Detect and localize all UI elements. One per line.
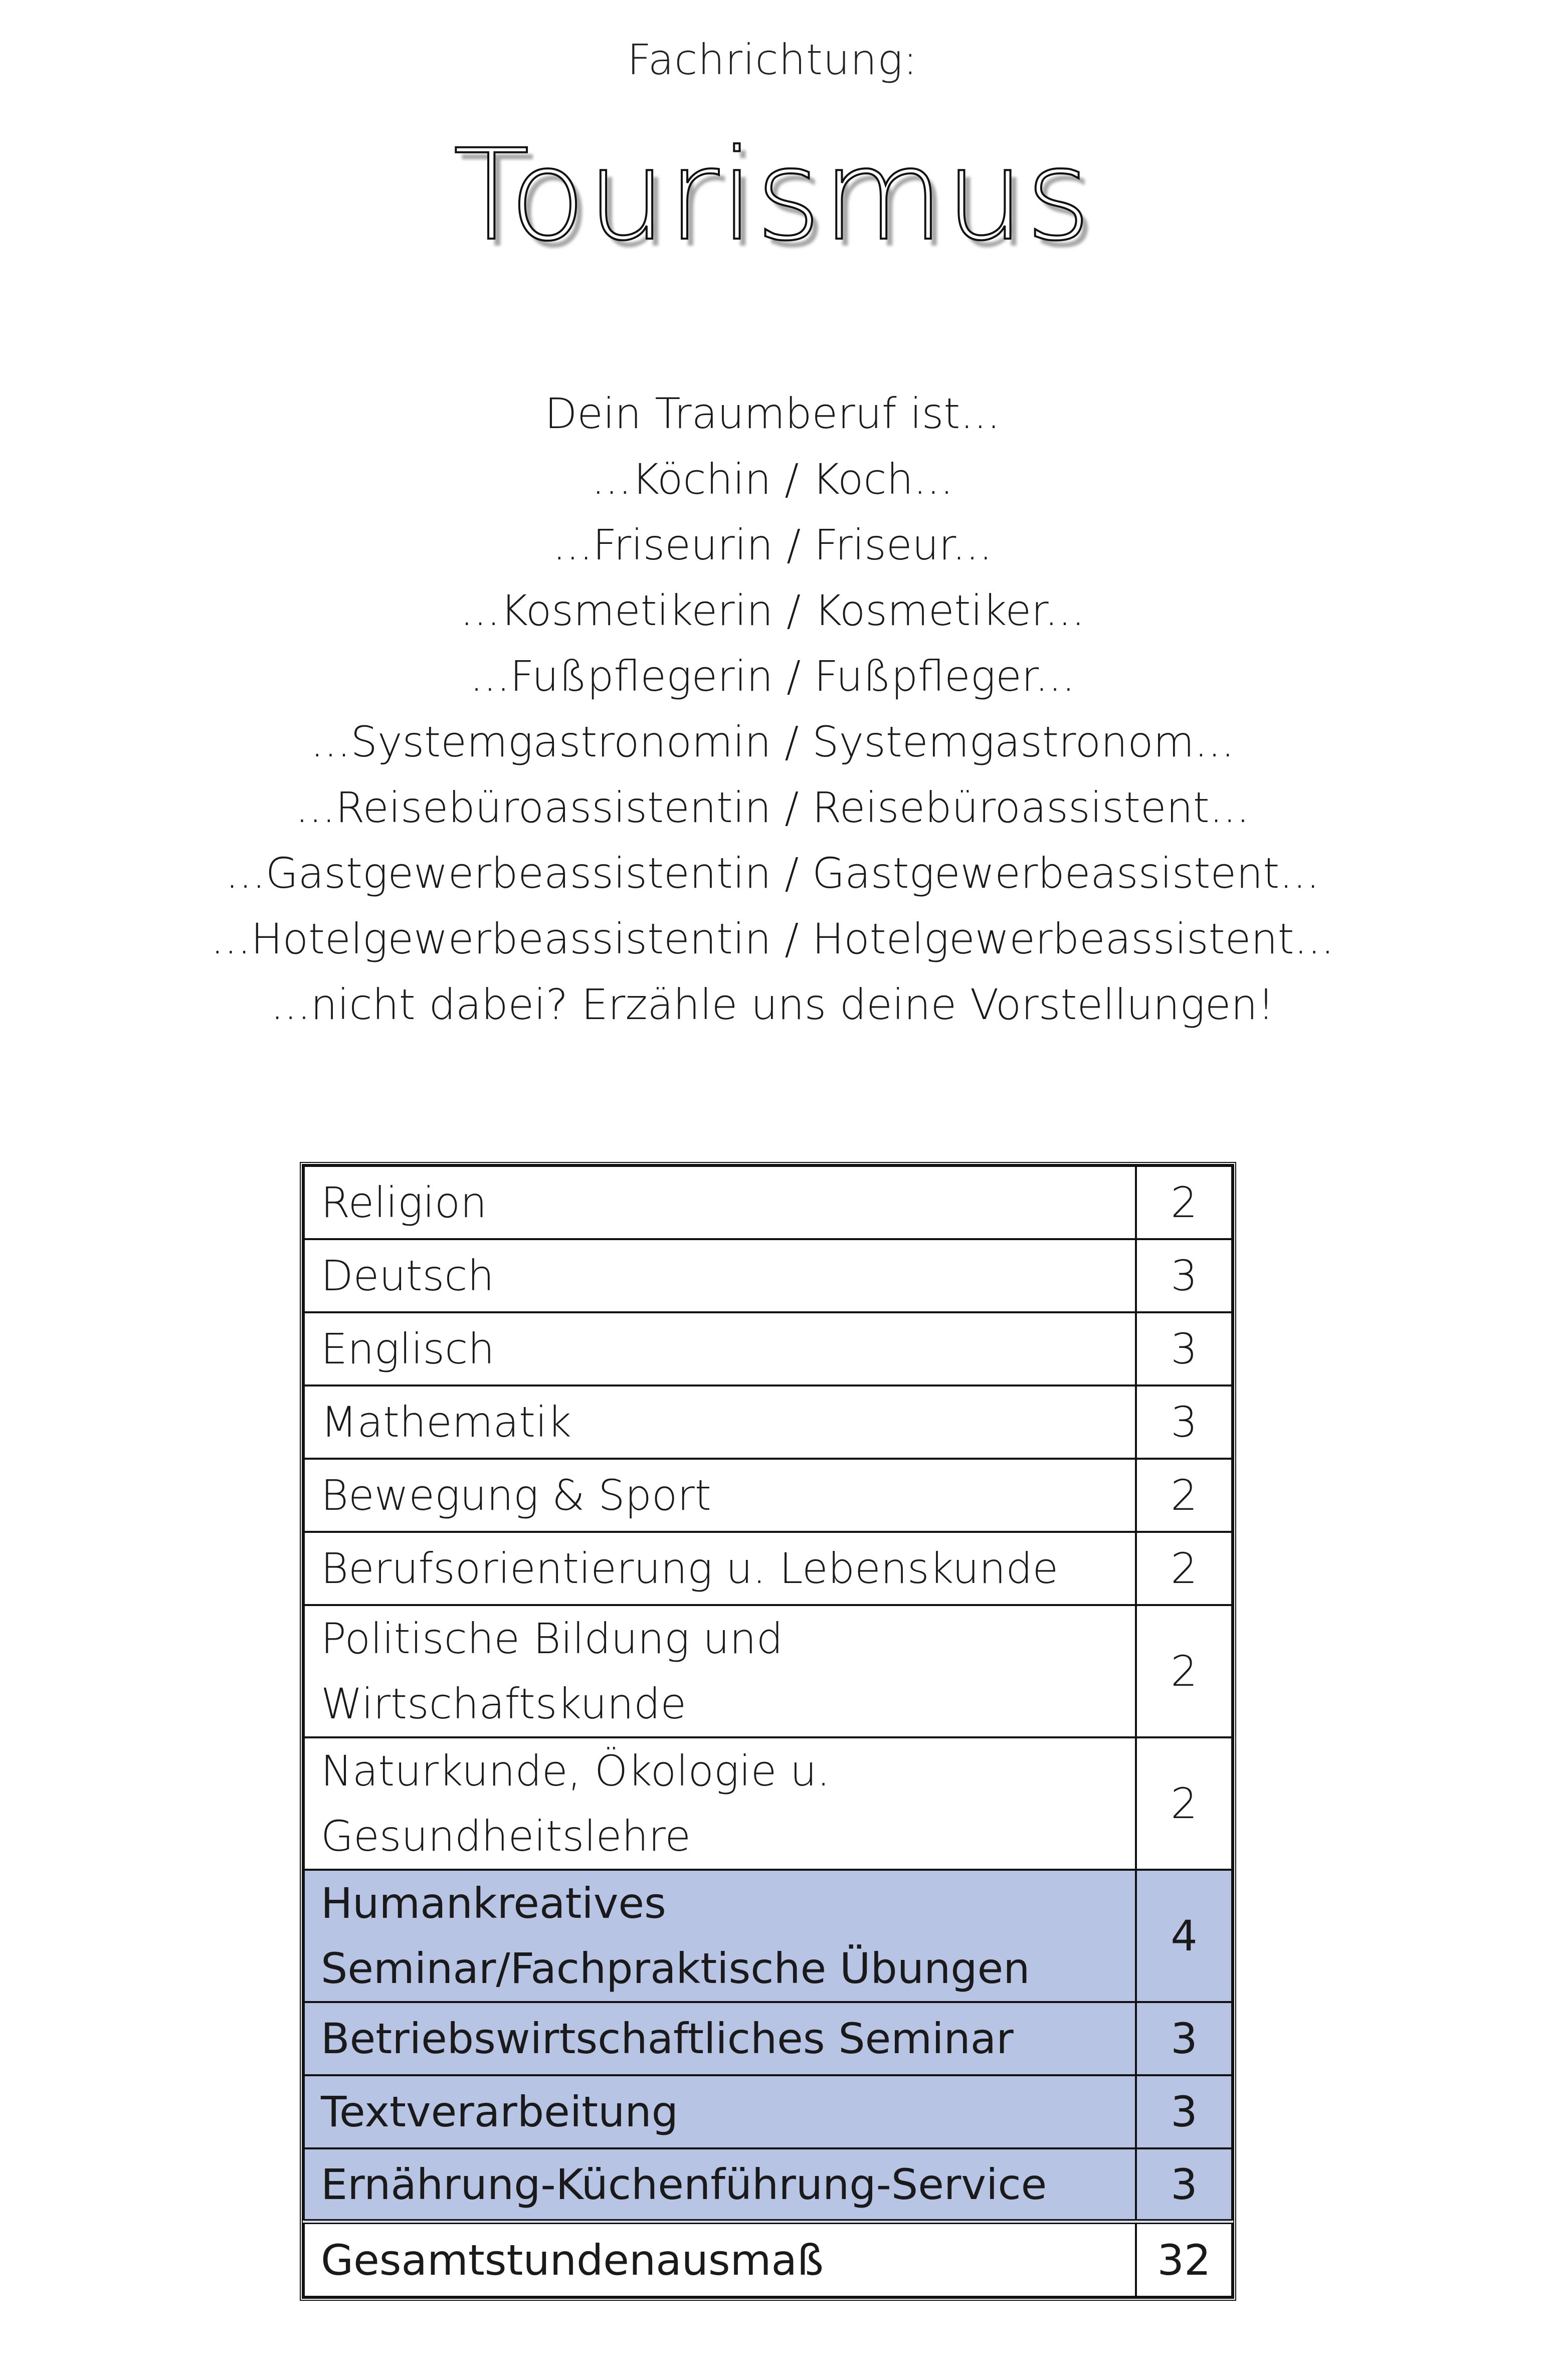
subject-name: Deutsch xyxy=(304,1239,1136,1312)
subject-name: Ernährung-Küchenführung-Service xyxy=(304,2148,1136,2222)
career-item: ...Reisebüroassistentin / Reisebüroassistent... xyxy=(295,783,1250,832)
subject-hours: 3 xyxy=(1136,1385,1232,1459)
subject-hours: 3 xyxy=(1136,2148,1232,2222)
subject-name: Berufsorientierung u. Lebenskunde xyxy=(304,1532,1136,1605)
career-item: ...Gastgewerbeassistentin / Gastgewerbeassistent... xyxy=(225,849,1320,898)
subject-hours: 2 xyxy=(1136,1737,1232,1870)
subject-hours: 2 xyxy=(1136,1605,1232,1737)
subject-hours: 3 xyxy=(1136,1312,1232,1385)
subject-name: Textverarbeitung xyxy=(304,2075,1136,2148)
total-hours: 32 xyxy=(1136,2222,1232,2297)
table-row xyxy=(304,1239,1232,1312)
subject-name: Englisch xyxy=(304,1312,1136,1385)
career-intro: Dein Traumberuf ist... xyxy=(544,389,1001,438)
table-row xyxy=(304,1166,1232,1239)
subject-hours: 3 xyxy=(1136,1239,1232,1312)
subject-hours: 4 xyxy=(1136,1870,1232,2002)
subject-hours: 2 xyxy=(1136,1532,1232,1605)
career-item: ...Kosmetikerin / Kosmetiker... xyxy=(460,586,1085,635)
table-row xyxy=(304,1605,1232,1737)
career-list xyxy=(0,381,1545,1038)
table-row xyxy=(304,2075,1232,2148)
table-row xyxy=(304,1737,1232,1870)
total-label: Gesamtstundenausmaß xyxy=(304,2222,1136,2297)
career-outro: ...nicht dabei? Erzähle uns deine Vorstellungen! xyxy=(270,980,1275,1029)
table-row xyxy=(304,1532,1232,1605)
table-row xyxy=(304,1312,1232,1385)
subject-name: Religion xyxy=(304,1166,1136,1239)
career-item: ...Fußpflegerin / Fußpfleger... xyxy=(470,652,1075,701)
subject-name: Politische Bildung und Wirtschaftskunde xyxy=(304,1605,1136,1737)
subject-name: Naturkunde, Ökologie u. Gesundheitslehre xyxy=(304,1737,1136,1870)
career-item: ...Hotelgewerbeassistentin / Hotelgewerbeassistent... xyxy=(211,914,1334,963)
field-label: Fachrichtung: xyxy=(627,35,918,84)
table-row xyxy=(304,2148,1232,2222)
subject-name: Mathematik xyxy=(304,1385,1136,1459)
career-item: ...Friseurin / Friseur... xyxy=(552,520,993,569)
table-row xyxy=(304,1459,1232,1532)
subject-hours: 3 xyxy=(1136,2075,1232,2148)
career-item: ...Köchin / Koch... xyxy=(592,455,953,504)
career-item: ...Systemgastronomin / Systemgastronom... xyxy=(310,717,1235,766)
table-row xyxy=(304,1385,1232,1459)
total-row xyxy=(304,2222,1232,2297)
subject-hours: 3 xyxy=(1136,2002,1232,2075)
subjects-table xyxy=(300,1162,1236,2301)
page-title: Tourismus xyxy=(453,122,1092,268)
table-row xyxy=(304,1870,1232,2002)
table-row xyxy=(304,2002,1232,2075)
subject-name: Bewegung & Sport xyxy=(304,1459,1136,1532)
subject-hours: 2 xyxy=(1136,1459,1232,1532)
subject-hours: 2 xyxy=(1136,1166,1232,1239)
subject-name: Humankreatives Seminar/Fachpraktische Übungen xyxy=(304,1870,1136,2002)
subject-name: Betriebswirtschaftliches Seminar xyxy=(304,2002,1136,2075)
